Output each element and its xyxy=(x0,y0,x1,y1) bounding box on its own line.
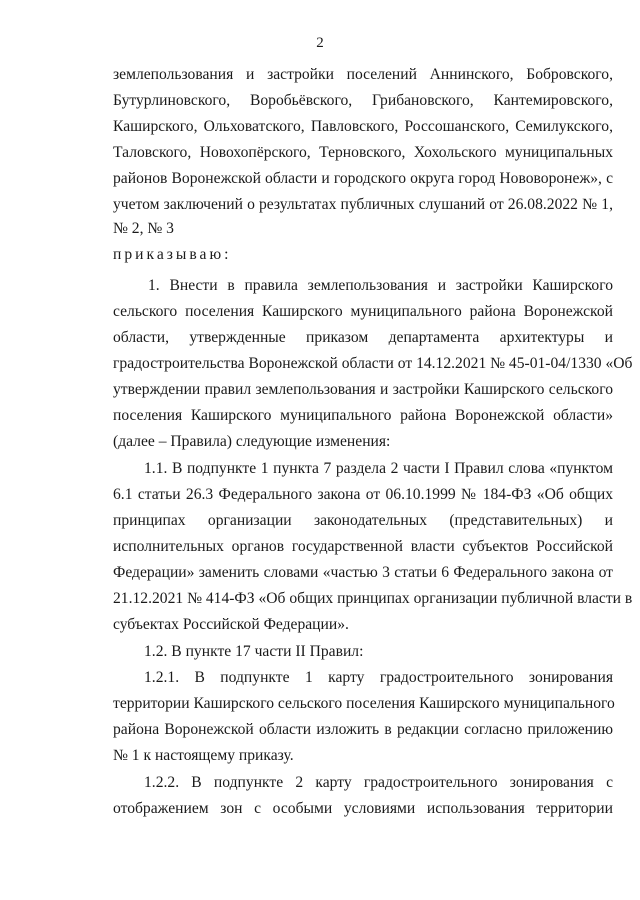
text-line: сельского поселения Каширского муниципального района Воронежской xyxy=(113,303,613,320)
text-line: Бутурлиновского, Воробьёвского, Грибановского, Кантемировского, xyxy=(113,92,613,109)
text-line: области, утвержденные приказом департамента архитектуры и xyxy=(113,329,613,346)
text-line: Федерации» заменить словами «частью 3 статьи 6 Федерального закона от xyxy=(113,564,613,581)
text-line: утверждении правил землепользования и застройки Каширского сельского xyxy=(113,381,613,398)
text-line: отображением зон с особыми условиями использования территории xyxy=(113,800,613,817)
item-1-2-1-line: 1.2.1. В подпункте 1 карту градостроительного зонирования xyxy=(144,669,613,686)
text-line: района Воронежской области изложить в редакции согласно приложению xyxy=(113,721,613,738)
page-number: 2 xyxy=(316,35,324,51)
item-1-line: 1. Внести в правила землепользования и застройки Каширского xyxy=(148,277,613,294)
text-line: принципах организации законодательных (представительных) и xyxy=(113,512,613,529)
item-1-1-line: 1.1. В подпункте 1 пункта 7 раздела 2 части I Правил слова «пунктом xyxy=(144,460,613,477)
text-line: градостроительства Воронежской области от 14.12.2021 № 45-01-04/1330 «Об xyxy=(113,355,633,372)
text-line: учетом заключений о результатах публичных слушаний от 26.08.2022 № 1, xyxy=(113,196,613,213)
text-line: № 1 к настоящему приказу. xyxy=(113,747,294,764)
text-line: (далее – Правила) следующие изменения: xyxy=(113,433,391,450)
item-1-2-line: 1.2. В пункте 17 части II Правил: xyxy=(144,643,364,660)
text-line: районов Воронежской области и городского округа город Нововоронеж», с xyxy=(113,170,613,187)
text-line: территории Каширского сельского поселения Каширского муниципального xyxy=(113,695,615,712)
text-line: субъектах Российской Федерации». xyxy=(113,616,349,633)
item-1-2-2-line: 1.2.2. В подпункте 2 карту градостроительного зонирования с xyxy=(144,774,613,791)
text-line: поселения Каширского муниципального района Воронежской области» xyxy=(113,407,613,424)
order-word: приказываю: xyxy=(113,246,232,263)
text-line: 21.12.2021 № 414-ФЗ «Об общих принципах организации публичной власти в xyxy=(113,590,633,607)
text-line: Таловского, Новохопёрского, Терновского, Хохольского муниципальных xyxy=(113,144,613,161)
text-line: 6.1 статьи 26.3 Федерального закона от 06.10.1999 № 184-ФЗ «Об общих xyxy=(113,486,613,503)
text-line: землепользования и застройки поселений Аннинского, Бобровского, xyxy=(113,66,613,83)
text-line: № 2, № 3 xyxy=(113,220,174,237)
text-line: исполнительных органов государственной власти субъектов Российской xyxy=(113,538,613,555)
text-line: Каширского, Ольховатского, Павловского, Россошанского, Семилукского, xyxy=(113,118,613,135)
